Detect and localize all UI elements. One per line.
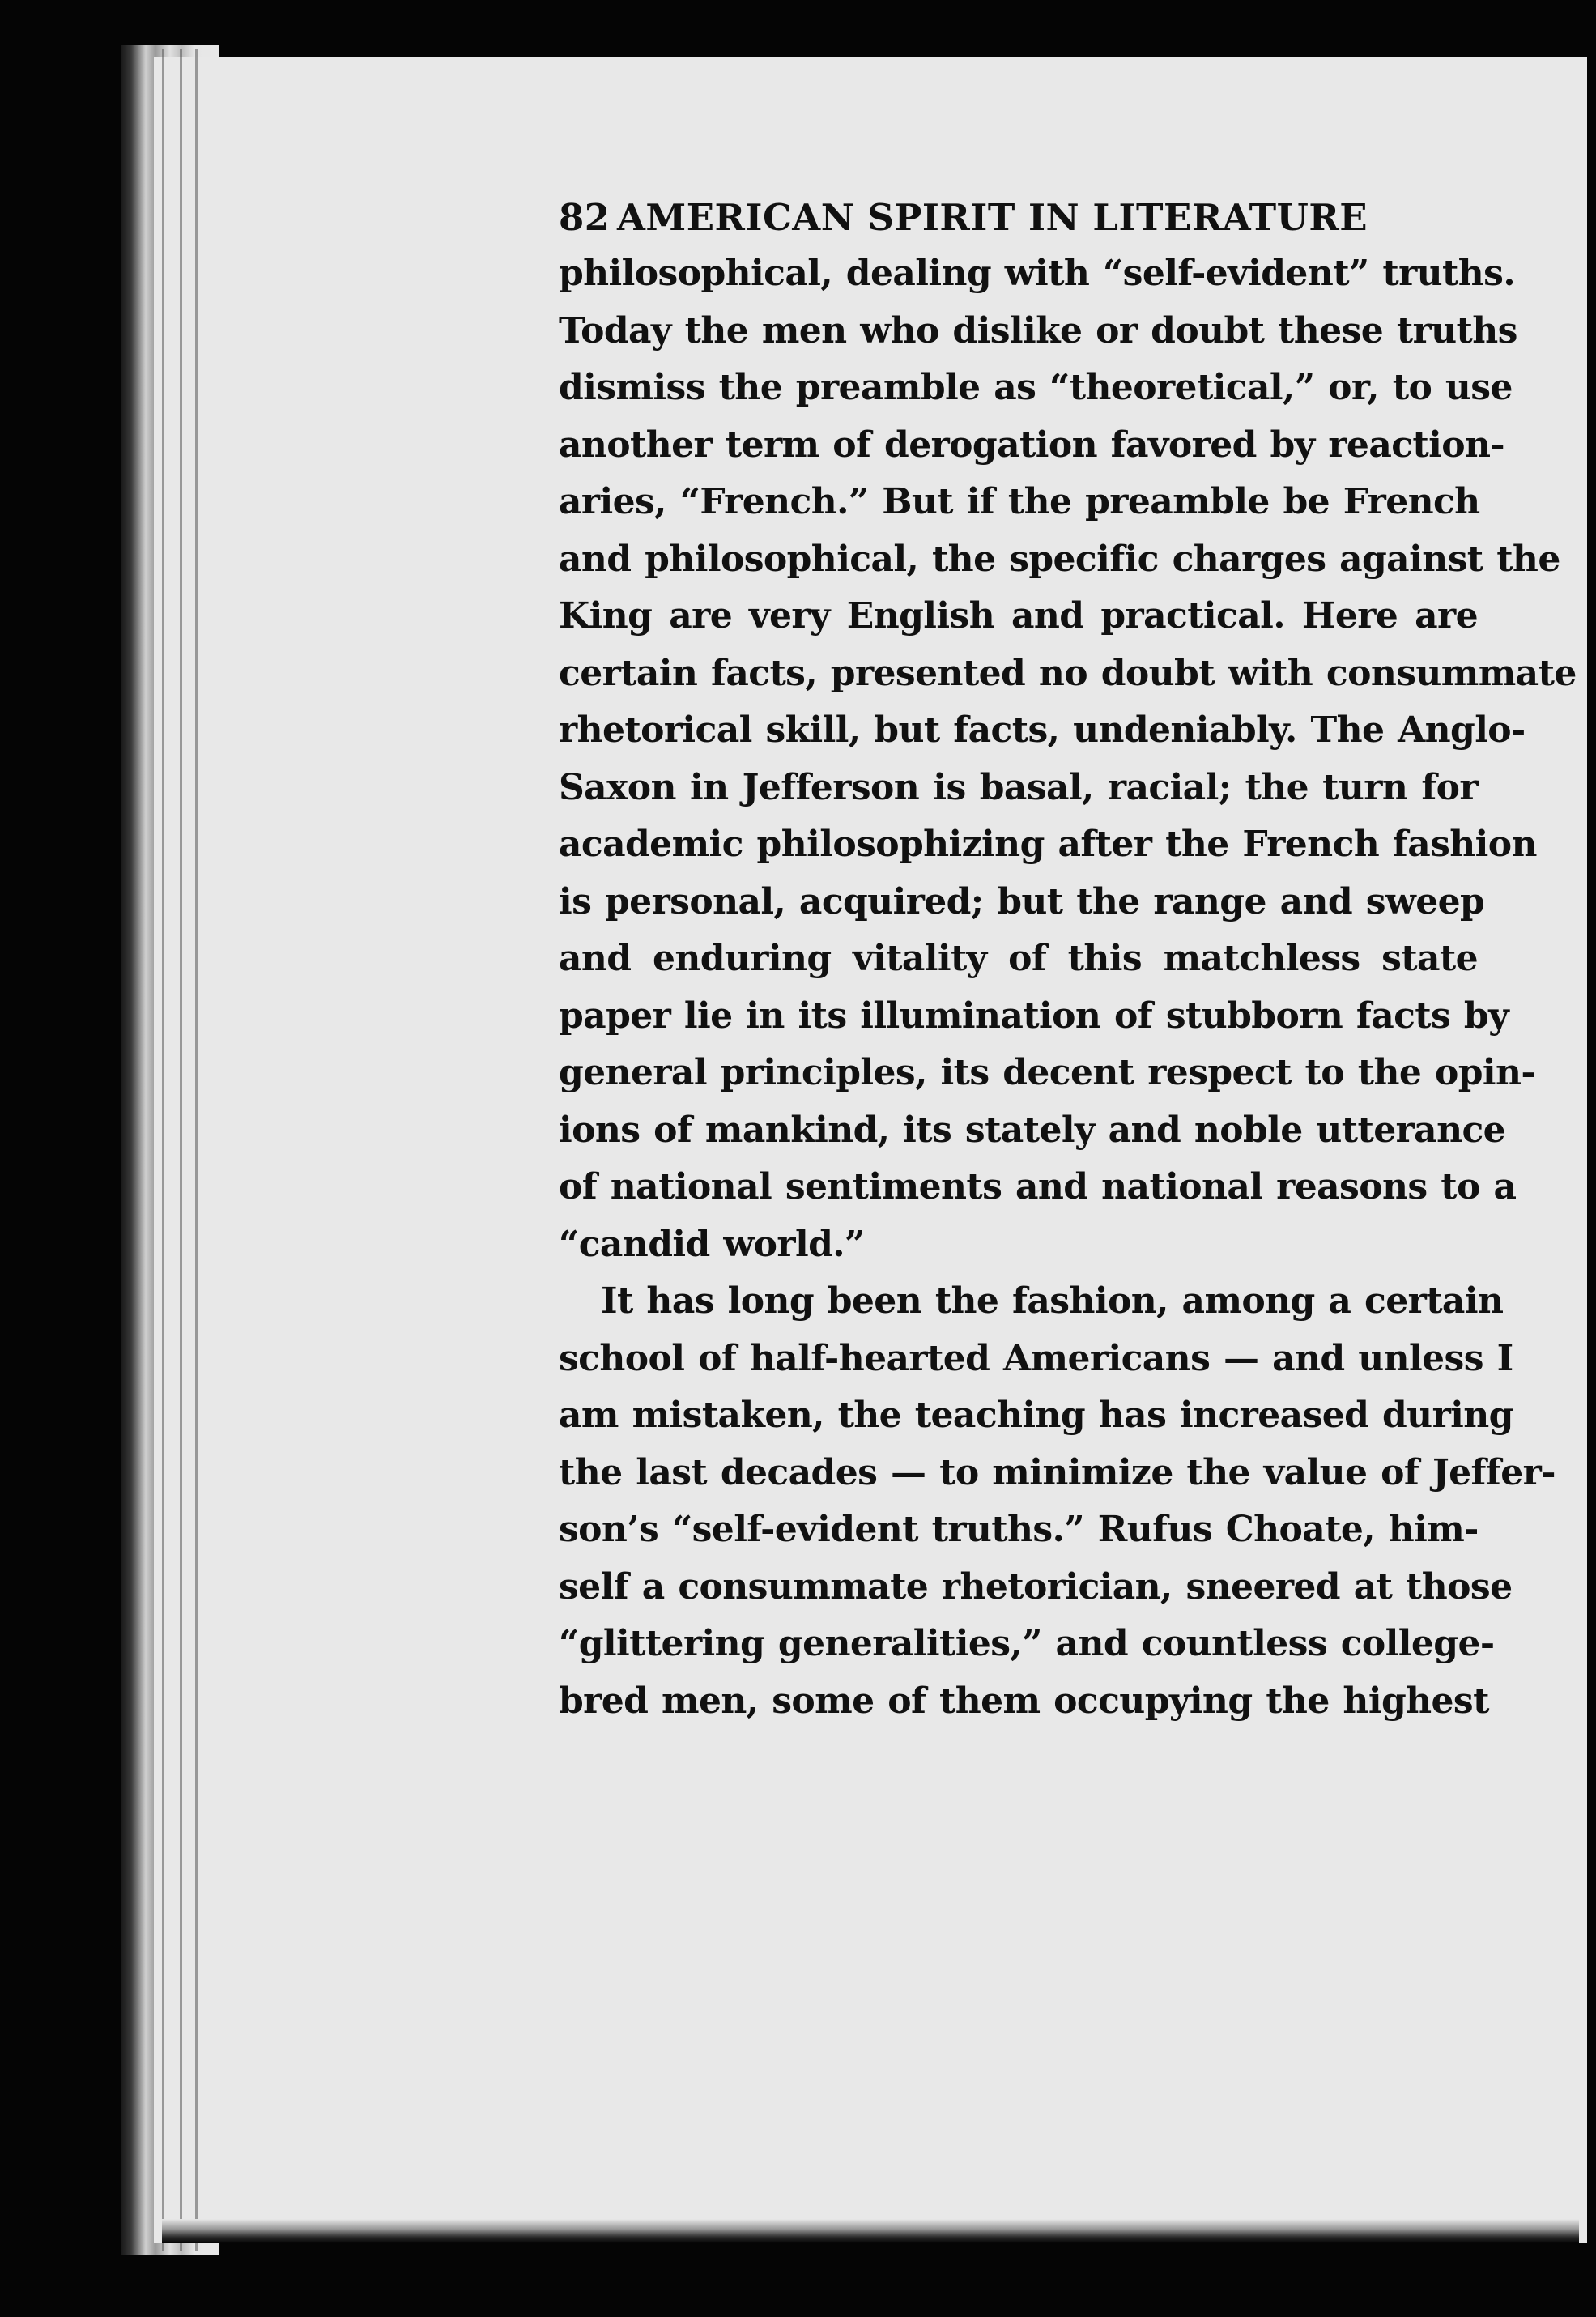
text-line: and enduring vitality of this matchless state [559, 938, 1478, 979]
page-edge-line [162, 49, 164, 2251]
page-edge-line [180, 49, 182, 2251]
text-line: school of half-hearted Americans — and unless I [559, 1337, 1513, 1379]
text-line: another term of derogation favored by reaction- [559, 424, 1505, 466]
text-line: academic philosophizing after the French fashion [559, 824, 1537, 865]
text-line: Today the men who dislike or doubt these truths [559, 309, 1517, 351]
text-line: paper lie in its illumination of stubborn facts by [559, 995, 1509, 1037]
text-line: general principles, its decent respect to the opin- [559, 1052, 1536, 1093]
bottom-page-edge [162, 2219, 1579, 2243]
text-line: of national sentiments and national reasons to a [559, 1166, 1517, 1207]
page-edge-line [195, 49, 198, 2251]
page-text [559, 190, 1577, 1730]
text-line: rhetorical skill, but facts, undeniably. The Anglo- [559, 709, 1526, 751]
paragraph-2 [559, 1273, 1556, 1730]
text-line: dismiss the preamble as “theoretical,” or, to use [559, 367, 1513, 408]
text-line: certain facts, presented no doubt with consummate [559, 652, 1577, 694]
text-line: philosophical, dealing with “self-evident” truths. [559, 253, 1516, 294]
running-head [559, 190, 1478, 245]
text-line: the last decades — to minimize the value of Jeffer- [559, 1451, 1556, 1493]
page-number: 82 [559, 196, 611, 239]
text-line: It has long been the fashion, among a certain [601, 1280, 1504, 1322]
text-line: and philosophical, the specific charges against the [559, 538, 1560, 580]
text-line: aries, “French.” But if the preamble be French [559, 481, 1480, 522]
book-title: AMERICAN SPIRIT IN LITERATURE [617, 196, 1368, 239]
text-line: am mistaken, the teaching has increased during [559, 1395, 1513, 1436]
text-line: son’s “self-evident truths.” Rufus Choate, him- [559, 1509, 1479, 1550]
text-line: is personal, acquired; but the range and sweep [559, 880, 1485, 922]
text-line: bred men, some of them occupying the highest [559, 1680, 1489, 1722]
paragraph-1 [559, 245, 1577, 1273]
text-line: self a consummate rhetorician, sneered at those [559, 1565, 1513, 1608]
text-line: ions of mankind, its stately and noble utterance [559, 1109, 1506, 1151]
text-line: “candid world.” [559, 1223, 865, 1265]
text-line: Saxon in Jefferson is basal, racial; the turn for [559, 766, 1478, 808]
text-line: King are very English and practical. Here are [559, 595, 1478, 637]
text-line: “glittering generalities,” and countless college- [559, 1623, 1495, 1664]
